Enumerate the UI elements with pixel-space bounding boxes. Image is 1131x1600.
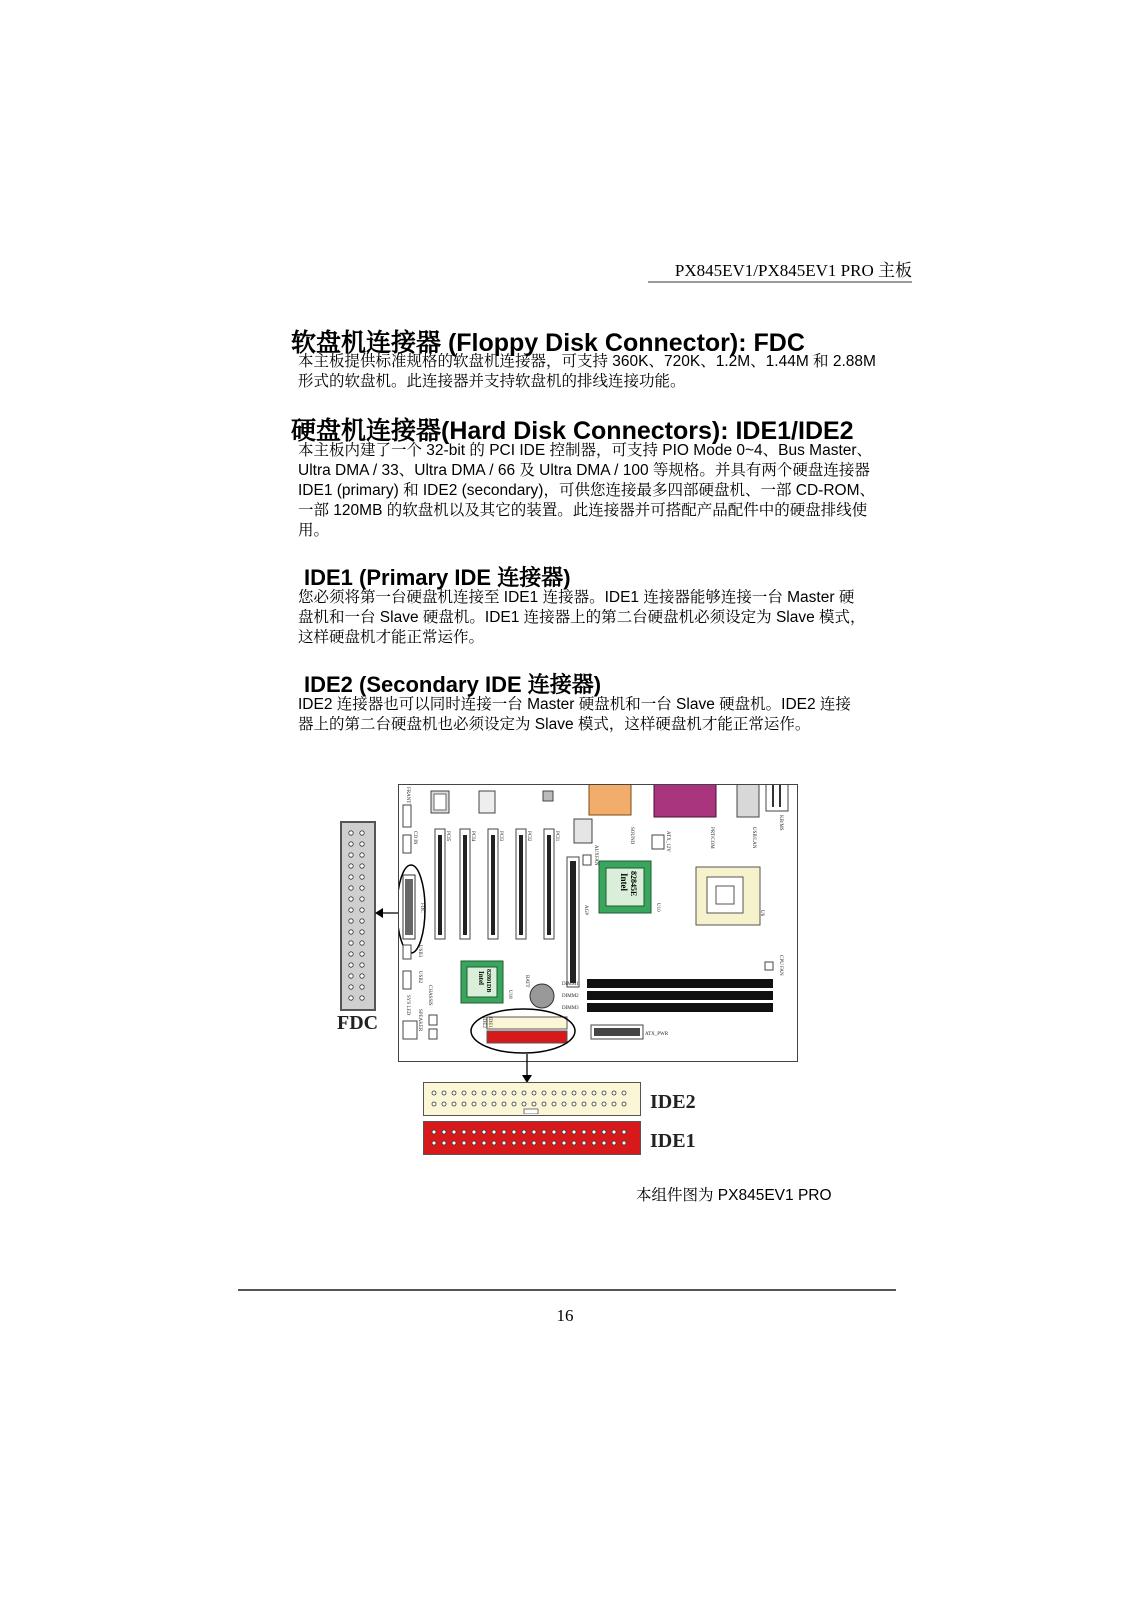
svg-text:PCI2: PCI2 [526,831,531,842]
section-heading-ide2: IDE2 (Secondary IDE 连接器) [304,672,602,697]
page-number: 16 [556,1306,574,1325]
sound-port [589,785,631,815]
svg-text:AGP: AGP [583,905,588,916]
svg-text:USB/LAN: USB/LAN [751,827,756,849]
text-line: 器上的第二台硬盘机也必须设定为 Slave 模式，这样硬盘机才能正常运作。 [298,716,811,733]
paragraph-hdd [298,441,912,541]
figure-caption: 本组件图为 PX845EV1 PRO [636,1187,832,1204]
svg-text:82801DB: 82801DB [485,969,491,993]
text-line: Ultra DMA / 33、Ultra DMA / 66 及 Ultra DMA / 100 等规格。并具有两个硬盘连接器 [298,462,870,479]
kb-ms-port [766,785,788,811]
svg-text:Intel: Intel [619,873,629,891]
svg-text:USB2: USB2 [417,971,422,984]
svg-text:SYS LED: SYS LED [405,995,410,1016]
svg-text:IDE1: IDE1 [487,1017,492,1028]
text-line: IDE1 (primary) 和 IDE2 (secondary)，可供您连接最多四部硬盘机、一部 CD-ROM、 [298,482,875,499]
paragraph-fdc [298,352,912,392]
svg-text:PCI1: PCI1 [554,831,559,842]
text-line: 本主板内建了一个 32-bit 的 PCI IDE 控制器，可支持 PIO Mode 0~4、Bus Master、 [298,442,873,459]
running-header: PX845EV1/PX845EV1 PRO 主板 [674,261,912,280]
svg-text:DIMM2: DIMM2 [562,994,579,999]
svg-text:IDE2: IDE2 [481,1017,486,1028]
footer-rule [238,1289,896,1291]
motherboard-drawing [399,785,797,1061]
paragraph-ide2 [298,695,912,735]
usb-lan-port [737,785,759,817]
svg-text:ATX_12V: ATX_12V [665,831,670,852]
svg-text:ATX_PWR: ATX_PWR [645,1032,669,1037]
svg-text:SPEAKER: SPEAKER [417,1009,422,1032]
svg-text:CHASSIS: CHASSIS [427,985,432,1006]
svg-text:U18: U18 [507,990,512,999]
text-line: 这样硬盘机才能正常运作。 [298,629,485,646]
svg-text:U6: U6 [759,910,764,917]
svg-text:KB/MS: KB/MS [778,815,783,831]
fdc-pins [342,823,374,1009]
motherboard-layout [398,784,798,1062]
fdc-label: FDC [337,1012,379,1034]
header-rule [648,281,912,283]
ide1-label: IDE1 [650,1130,696,1152]
svg-text:PCI5: PCI5 [445,831,450,842]
svg-text:82845E: 82845E [629,871,638,897]
text-line: 盘机和一台 Slave 硬盘机。IDE1 连接器上的第二台硬盘机必须设定为 Slave 模式， [298,609,866,626]
section-heading-fdc: 软盘机连接器 (Floppy Disk Connector): FDC [291,329,805,357]
svg-text:U10: U10 [655,903,660,912]
text-line: 形式的软盘机。此连接器并支持软盘机的排线连接功能。 [298,373,686,390]
section-heading-hdd: 硬盘机连接器(Hard Disk Connectors): IDE1/IDE2 [291,417,854,445]
section-heading-ide1: IDE1 (Primary IDE 连接器) [304,565,571,590]
svg-text:CPU FAN: CPU FAN [778,955,783,976]
ide2-connector [423,1082,641,1116]
arrow-down-icon [520,1054,534,1084]
text-line: 本主板提供标准规格的软盘机连接器，可支持 360K、720K、1.2M、1.44M 和 2.88M [298,353,876,370]
printer-com-port [654,785,716,817]
text-line: IDE2 连接器也可以同时连接一台 Master 硬盘机和一台 Slave 硬盘机。IDE2 连接 [298,696,851,713]
paragraph-ide1 [298,588,912,648]
svg-text:Intel: Intel [477,971,485,985]
svg-text:PCI3: PCI3 [498,831,503,842]
ide2-label: IDE2 [650,1091,696,1113]
svg-text:AUXFAN: AUXFAN [593,845,598,866]
svg-text:DIMM1: DIMM1 [562,982,579,987]
text-line: 一部 120MB 的软盘机以及其它的装置。此连接器并可搭配产品配件中的硬盘排线使 [298,502,868,519]
svg-text:PRT/COM: PRT/COM [709,827,714,849]
svg-text:PCI4: PCI4 [470,831,475,842]
ide1-connector [423,1121,641,1155]
svg-text:FDC: FDC [419,903,424,913]
svg-text:SOUND: SOUND [629,827,634,845]
svg-text:CD IN: CD IN [412,831,417,845]
text-line: 您必须将第一台硬盘机连接至 IDE1 连接器。IDE1 连接器能够连接一台 Master 硬 [298,589,855,606]
svg-text:DIMM3: DIMM3 [562,1006,579,1011]
svg-text:BATT: BATT [524,975,529,988]
svg-text:USB3: USB3 [417,945,422,958]
fdc-connector [340,821,376,1011]
text-line: 用。 [298,522,330,539]
